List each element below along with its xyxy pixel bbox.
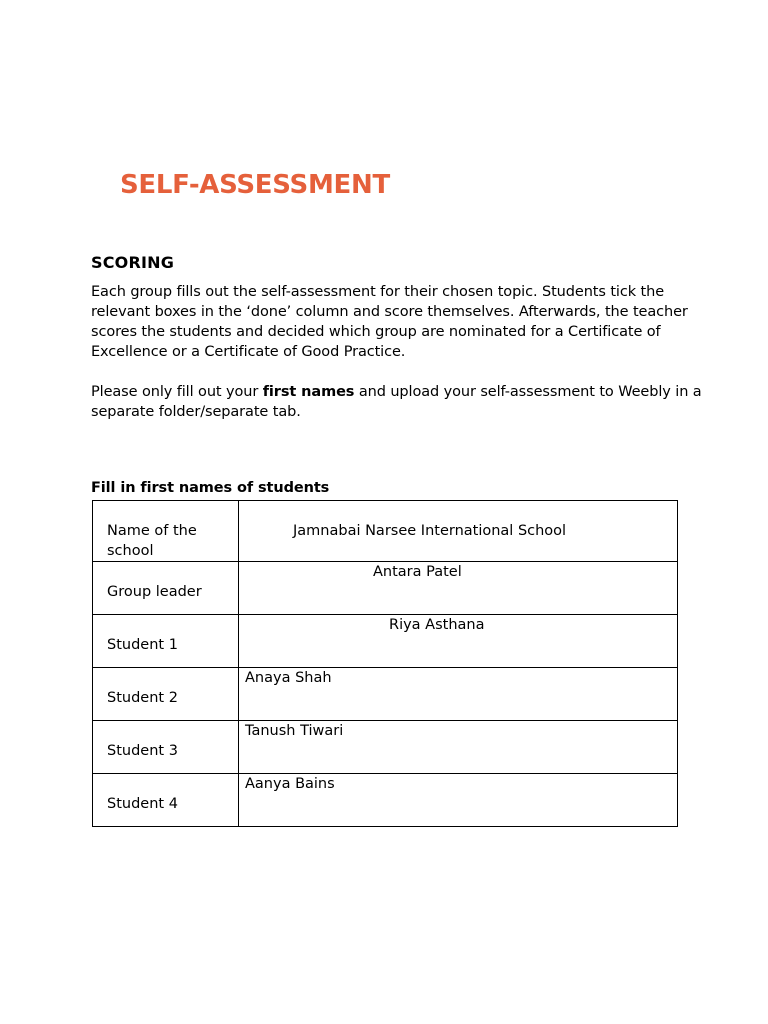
- table-row: [93, 721, 678, 774]
- student-4-value: Aanya Bains: [245, 776, 335, 792]
- instructions-text-start: Please only fill out your: [91, 384, 263, 400]
- student-2-label-cell: [93, 668, 239, 721]
- table-row: [93, 501, 678, 562]
- group-leader-value: Antara Patel: [373, 564, 462, 580]
- table-row: [93, 668, 678, 721]
- student-1-label-cell: [93, 615, 239, 668]
- table-caption: Fill in first names of students: [91, 480, 330, 496]
- scoring-heading: SCORING: [91, 253, 175, 272]
- upload-instructions-paragraph: [91, 382, 716, 422]
- group-leader-label: Group leader: [107, 584, 202, 600]
- student-1-label: Student 1: [107, 637, 178, 653]
- student-1-cell[interactable]: [239, 615, 678, 668]
- table-row: [93, 615, 678, 668]
- group-leader-cell[interactable]: [239, 562, 678, 615]
- student-2-value: Anaya Shah: [245, 670, 332, 686]
- scoring-paragraph: Each group fills out the self-assessment for their chosen topic. Students tick the relevant boxes in the ‘done’ column and score themselves. Afterwards, the teacher scores the students and decided which group are nominated for a Certificate of Excellence or a Certificate of Good Practice.: [91, 284, 688, 360]
- page-title: SELF-ASSESSMENT: [120, 170, 390, 200]
- student-3-label: Student 3: [107, 743, 178, 759]
- student-2-cell[interactable]: [239, 668, 678, 721]
- student-3-cell[interactable]: [239, 721, 678, 774]
- student-4-label: Student 4: [107, 796, 178, 812]
- student-2-label: Student 2: [107, 690, 178, 706]
- table-row: [93, 562, 678, 615]
- table-row: [93, 774, 678, 827]
- school-label: Name of the school: [107, 523, 197, 559]
- school-label-cell: [93, 501, 239, 562]
- school-name-cell[interactable]: [239, 501, 678, 562]
- first-names-emphasis: first names: [262, 384, 355, 400]
- group-leader-label-cell: [93, 562, 239, 615]
- students-table: [92, 500, 678, 827]
- school-name-value: Jamnabai Narsee International School: [293, 523, 567, 539]
- student-3-value: Tanush Tiwari: [245, 723, 344, 739]
- student-3-label-cell: [93, 721, 239, 774]
- instructions-text-end: and upload your self-assessment to Weebly in a separate folder/separate tab.: [91, 384, 702, 420]
- student-1-value: Riya Asthana: [389, 617, 485, 633]
- student-4-cell[interactable]: [239, 774, 678, 827]
- student-4-label-cell: [93, 774, 239, 827]
